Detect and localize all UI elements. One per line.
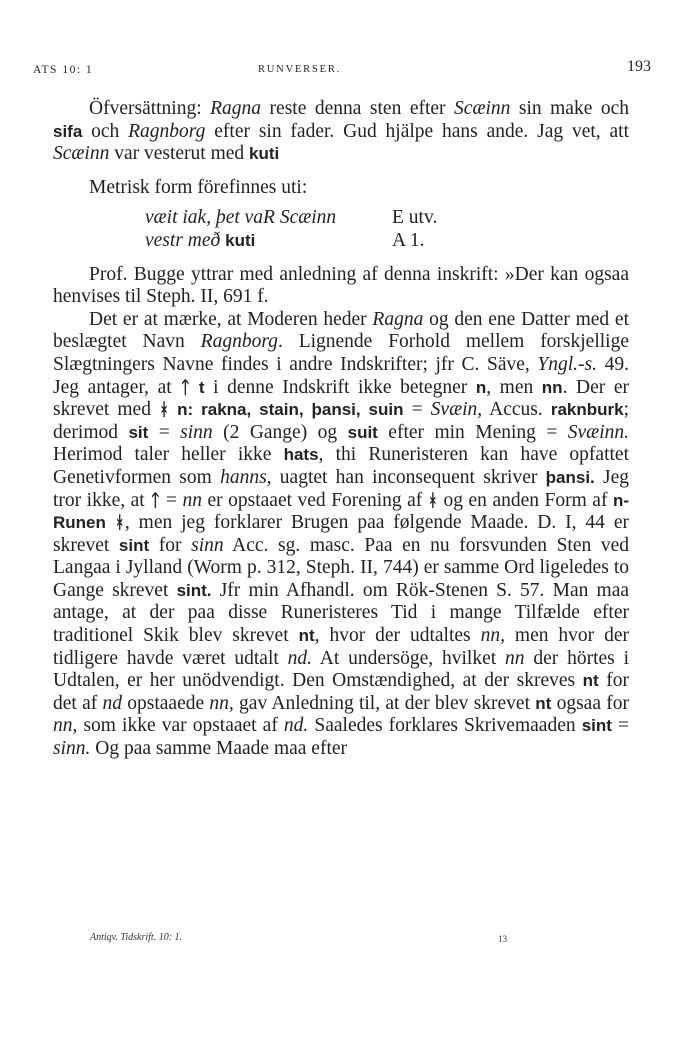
bugge-quote-paragraph: Det er at mærke, at Moderen heder Ragna og den ene Datter med et beslægtet Navn Ragnborg. Lignende Forhold mellem forskjellige Slægtningers Navne findes i andre Indskrifter; jfr C. Säve, Yngl.-s. 49. Jeg antager, at ᛏ t i denne Indskrift ikke betegner n, men nn. Der er skrevet med ᚼ n: rakna, stain, þansi, suin = Svæin, Accus. raknburk; derimod sit = sinn (2 Gange) og suit efter min Mening = Svæinn. Herimod taler heller ikke hats, thi Runeristeren kan have opfattet Genetivformen som hanns, uagtet han inconsequent skriver þansi. Jeg tror ikke, at ᛏ = nn er opstaaet ved Forening af ᚼ og en anden Form af n-Runen ᚼ, men jeg forklarer Brugen paa følgende Maade. D. I, 44 er skrevet sint for sinn Acc. sg. masc. Paa en nu forsvunden Sten ved Langaa i Jylland (Worm p. 312, Steph. II, 744) er samme Ord ligeledes to Gange skrevet sint. Jfr min Afhandl. om Rök-Stenen S. 57. Man maa antage, at der paa disse Runeristeres Tid i mange Tilfælde efter traditionel Skik blev skrevet nt, hvor der udtaltes nn, men hvor der tidligere havde været udtalt nd. At undersöge, hvilket nn der hörtes i Udtalen, er her unödvendigt. Den Omstændighed, at der skreves nt for det af nd opstaaede nn, gav Anledning til, at der blev skrevet nt ogsaa for nn, som ikke var opstaaet af nd. Saaledes forklares Skrivemaaden sint = sinn. Og paa samme Maade maa efter xyxy=(53,308,630,760)
verse-line: vestr með kuti A 1. xyxy=(145,229,425,251)
metric-verse-block xyxy=(145,207,629,252)
running-header-title: RUNVERSER. xyxy=(258,64,342,75)
body-text xyxy=(53,98,629,761)
translation-paragraph: Öfversättning: Ragna reste denna sten efter Scæinn sin make och sifa och Ragnborg efter sin fader. Gud hjälpe hans ande. Jag vet, att Scæinn var vesterut med kuti xyxy=(53,98,630,165)
running-header-left: ATS 10: 1 xyxy=(33,64,94,76)
bugge-paragraph: Prof. Bugge yttrar med anledning af denna inskrift: »Der kan ogsaa henvises til Steph. II, 691 f. xyxy=(53,263,629,308)
page-number: 193 xyxy=(627,58,651,75)
metric-intro: Metrisk form förefinnes uti: xyxy=(89,176,308,198)
verse-line: væit iak, þet vaR Scæinn E utv. xyxy=(145,207,438,229)
journal-citation: Antiqv. Tidskrift. 10: 1. xyxy=(90,932,183,943)
page-footer xyxy=(90,932,550,943)
signature-mark: 13 xyxy=(498,934,507,944)
